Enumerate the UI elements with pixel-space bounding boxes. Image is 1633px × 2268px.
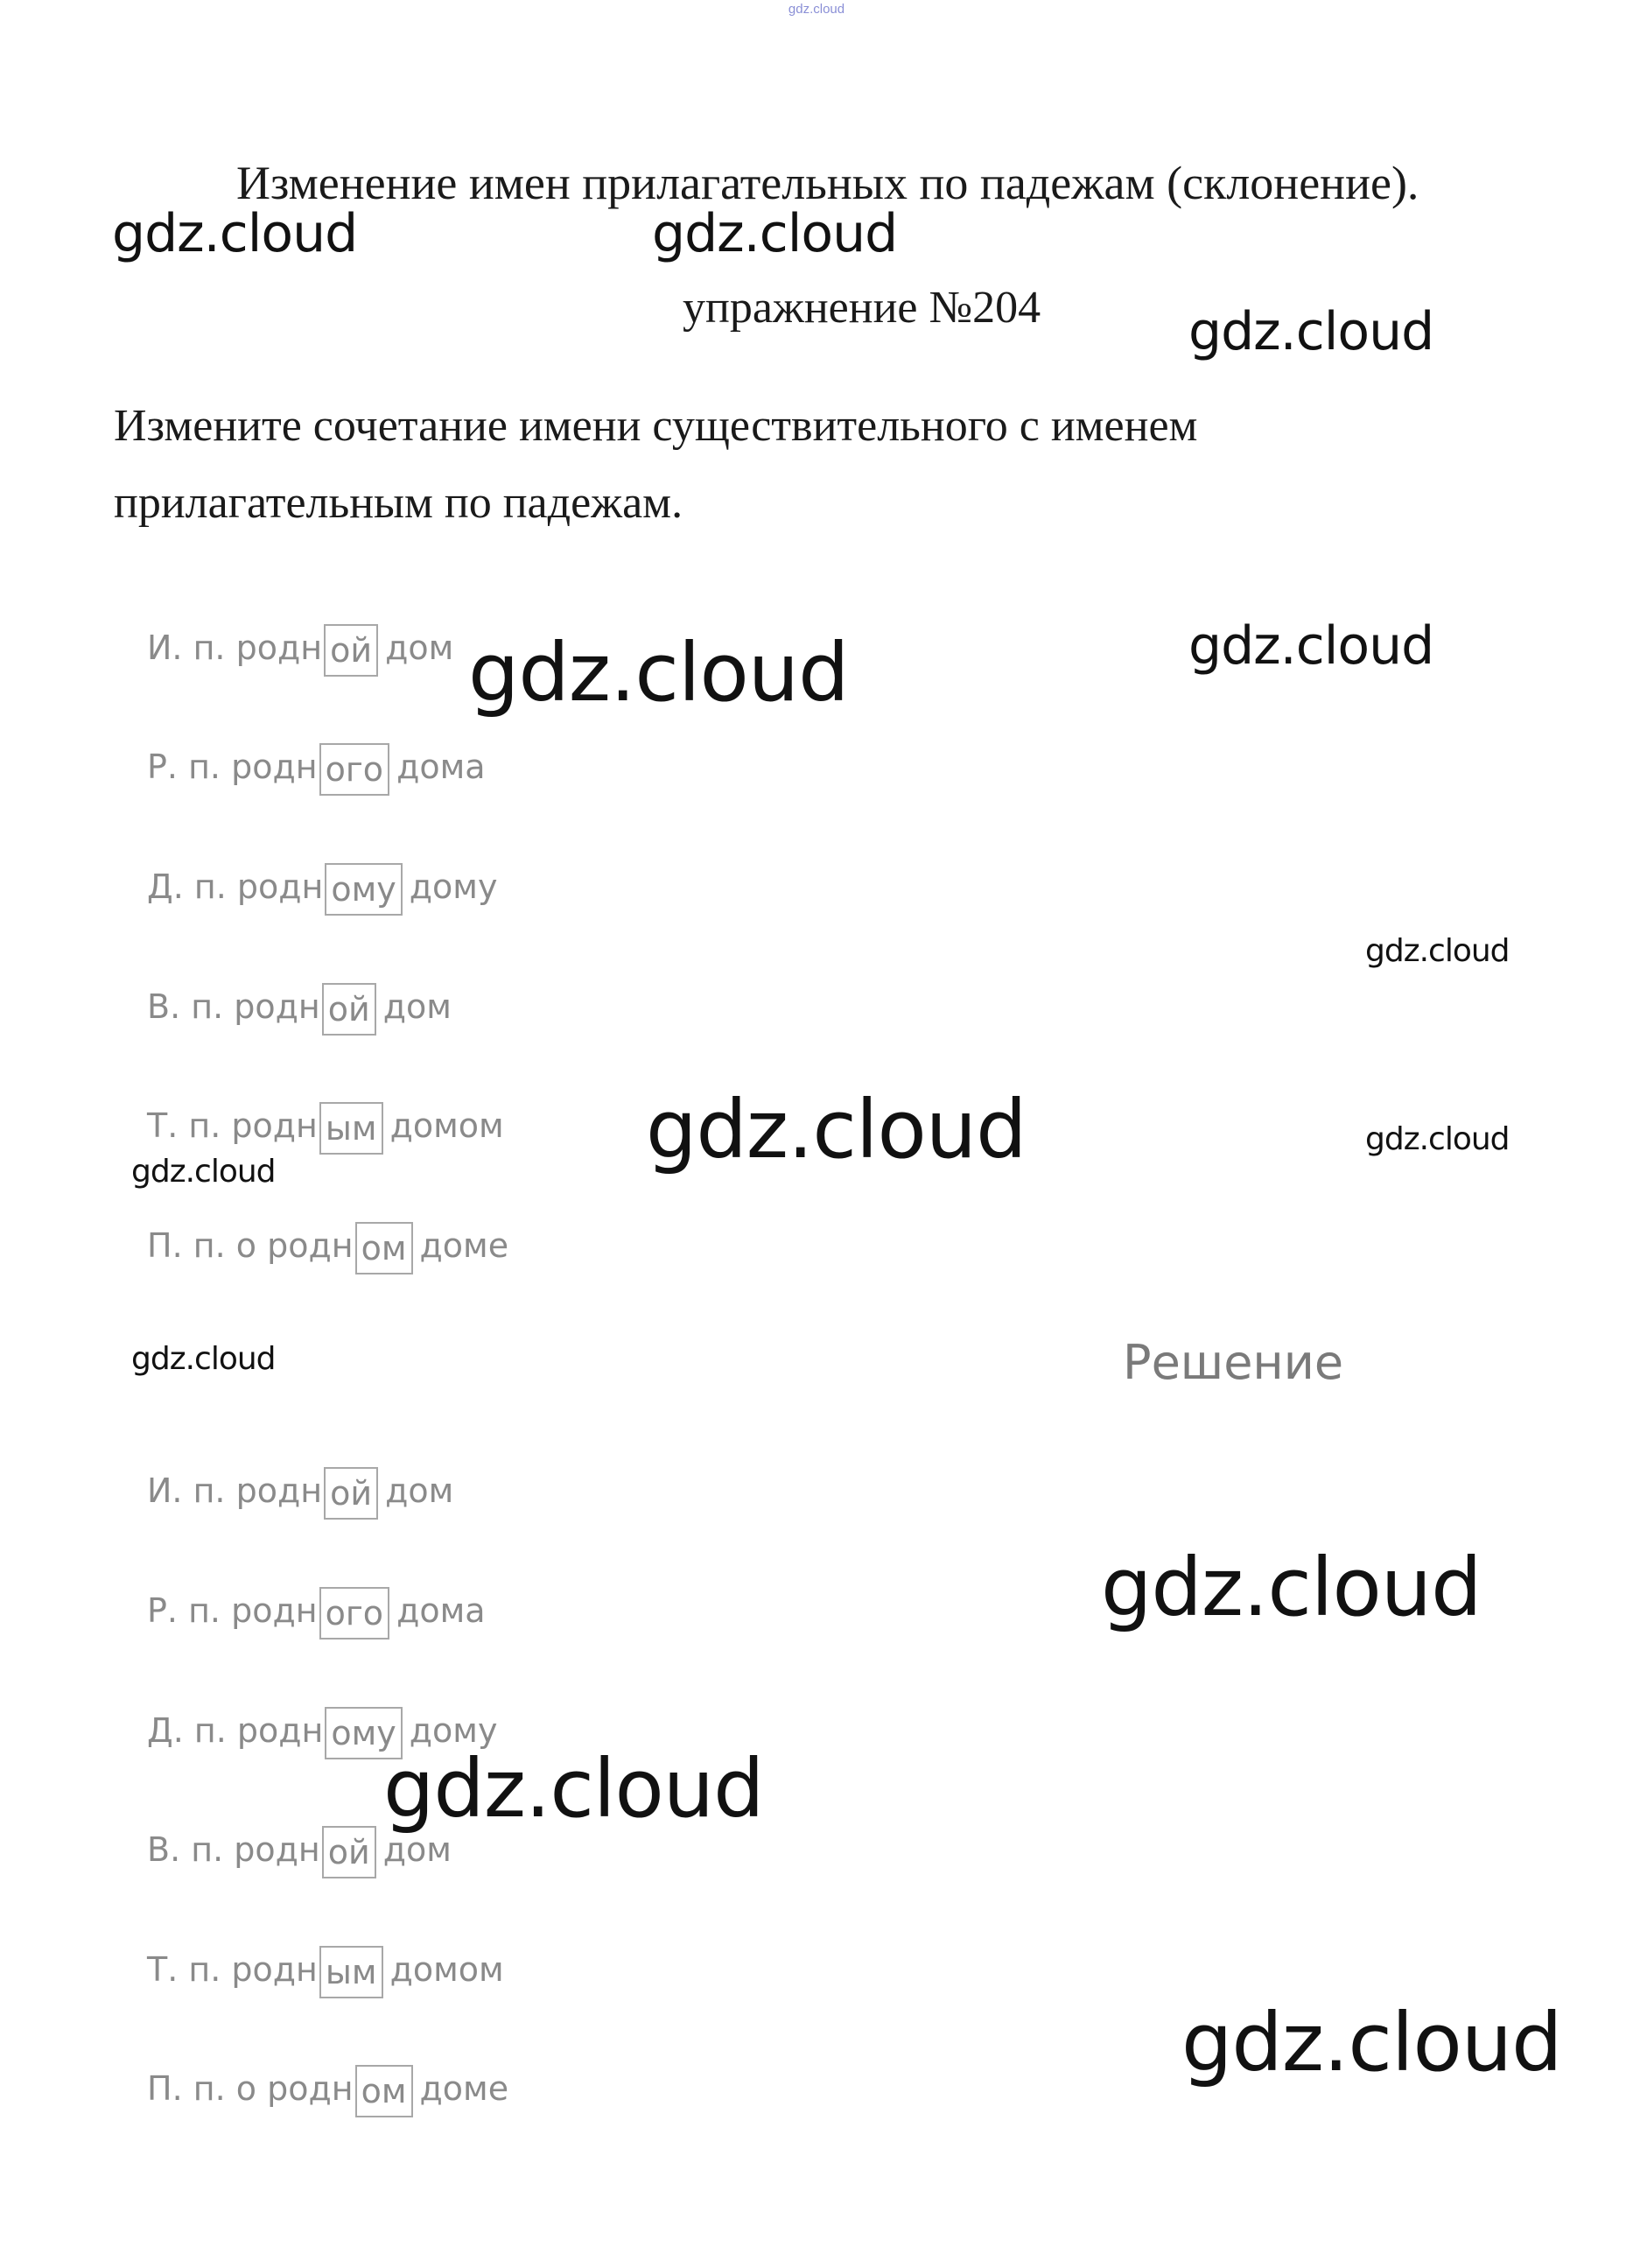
adjective-ending: ой bbox=[322, 983, 376, 1036]
noun-form: дом bbox=[382, 1830, 452, 1869]
adjective-stem: родн bbox=[231, 748, 318, 786]
adjective-stem: родн bbox=[234, 987, 320, 1026]
adjective-ending: ой bbox=[322, 1826, 376, 1878]
noun-form: дому bbox=[409, 1711, 498, 1750]
adjective-stem: родн bbox=[231, 1106, 318, 1145]
watermark: gdz.cloud bbox=[1188, 301, 1434, 362]
adjective-stem: родн bbox=[231, 1950, 318, 1989]
adjective-ending: ым bbox=[319, 1946, 383, 1998]
solution-row-instrumental bbox=[147, 1943, 504, 1996]
declension-row-accusative bbox=[147, 980, 452, 1033]
adjective-ending: ом bbox=[355, 2065, 413, 2117]
adjective-ending: ом bbox=[355, 1222, 413, 1274]
noun-form: доме bbox=[419, 1226, 509, 1265]
case-label: В. п. bbox=[147, 1830, 224, 1869]
case-label: И. п. bbox=[147, 628, 226, 667]
adjective-stem: родн bbox=[267, 1226, 354, 1265]
declension-row-genitive bbox=[147, 741, 486, 793]
noun-form: домом bbox=[389, 1950, 504, 1989]
noun-form: дом bbox=[385, 628, 454, 667]
watermark: gdz.cloud bbox=[383, 1742, 764, 1836]
case-label: Т. п. bbox=[147, 1950, 221, 1989]
task-text bbox=[114, 388, 1426, 542]
watermark: gdz.cloud bbox=[1181, 1996, 1562, 2089]
adjective-stem: родн bbox=[236, 867, 324, 906]
adjective-ending: ой bbox=[324, 624, 378, 677]
adjective-ending: ого bbox=[319, 743, 389, 796]
case-label: Т. п. bbox=[147, 1106, 221, 1145]
case-label: П. п. о bbox=[147, 2069, 256, 2108]
adjective-stem: родн bbox=[235, 628, 323, 667]
watermark: gdz.cloud bbox=[1365, 933, 1510, 969]
adjective-stem: родн bbox=[236, 1711, 324, 1750]
case-label: П. п. о bbox=[147, 1226, 256, 1265]
adjective-ending: ого bbox=[319, 1587, 389, 1640]
case-label: Р. п. bbox=[147, 748, 221, 786]
solution-title: Решение bbox=[1123, 1335, 1344, 1390]
top-watermark: gdz.cloud bbox=[788, 2, 845, 17]
watermark: gdz.cloud bbox=[131, 1341, 276, 1377]
declension-row-instrumental bbox=[147, 1099, 504, 1152]
adjective-stem: родн bbox=[235, 1471, 323, 1510]
case-label: И. п. bbox=[147, 1471, 226, 1510]
watermark: gdz.cloud bbox=[652, 203, 898, 264]
watermark: gdz.cloud bbox=[1188, 615, 1434, 677]
adjective-ending: ому bbox=[325, 863, 402, 916]
declension-row-dative bbox=[147, 860, 497, 913]
watermark: gdz.cloud bbox=[1101, 1541, 1482, 1634]
task-line-1: Измените сочетание имени существительного с именем bbox=[114, 401, 1198, 451]
adjective-ending: ой bbox=[324, 1467, 378, 1520]
exercise-label: упражнение №204 bbox=[683, 283, 1041, 333]
noun-form: дома bbox=[396, 748, 486, 786]
adjective-stem: родн bbox=[231, 1591, 318, 1630]
adjective-stem: родн bbox=[267, 2069, 354, 2108]
noun-form: дом bbox=[382, 987, 452, 1026]
watermark: gdz.cloud bbox=[131, 1154, 276, 1190]
adjective-ending: ым bbox=[319, 1102, 383, 1155]
declension-row-prepositional bbox=[147, 1219, 508, 1272]
noun-form: дому bbox=[409, 867, 498, 906]
noun-form: дома bbox=[396, 1591, 486, 1630]
case-label: В. п. bbox=[147, 987, 224, 1026]
declension-row-nominative bbox=[147, 621, 453, 674]
noun-form: домом bbox=[389, 1106, 504, 1145]
case-label: Р. п. bbox=[147, 1591, 221, 1630]
watermark: gdz.cloud bbox=[1365, 1121, 1510, 1157]
case-label: Д. п. bbox=[147, 1711, 227, 1750]
page-heading: Изменение имен прилагательных по падежам (склонение). bbox=[236, 157, 1419, 209]
adjective-stem: родн bbox=[234, 1830, 320, 1869]
watermark: gdz.cloud bbox=[468, 626, 849, 720]
noun-form: дом bbox=[385, 1471, 454, 1510]
watermark: gdz.cloud bbox=[112, 203, 358, 264]
case-label: Д. п. bbox=[147, 867, 227, 906]
task-line-2: прилагательным по падежам. bbox=[114, 478, 683, 528]
watermark: gdz.cloud bbox=[646, 1083, 1027, 1176]
solution-row-nominative bbox=[147, 1464, 453, 1517]
solution-row-genitive bbox=[147, 1584, 486, 1637]
solution-row-prepositional bbox=[147, 2062, 508, 2115]
adjective-ending: ому bbox=[325, 1707, 402, 1759]
noun-form: доме bbox=[419, 2069, 509, 2108]
